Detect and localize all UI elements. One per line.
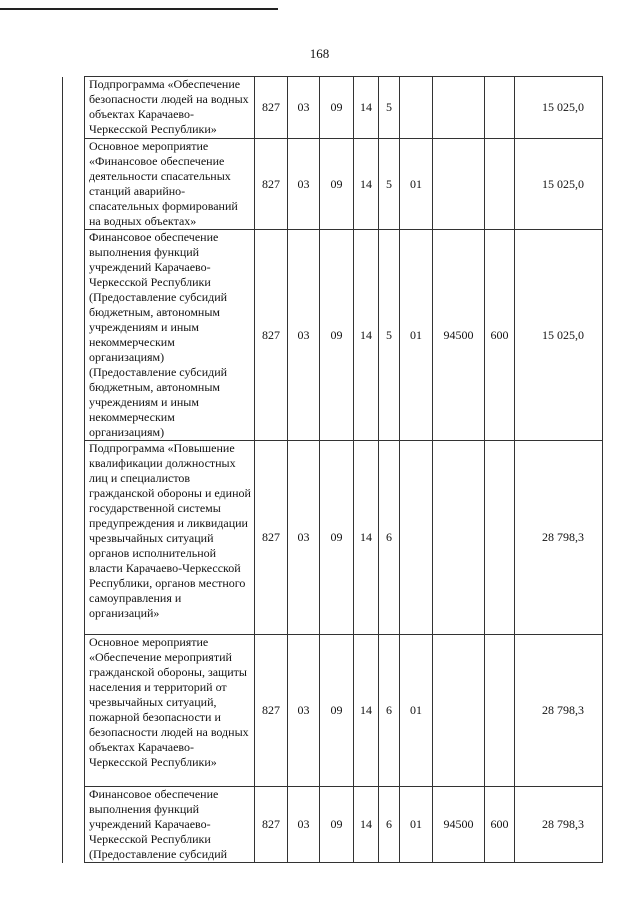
budget-table (62, 76, 603, 863)
item-name-cell: Подпрограмма «Обеспечение безопасности людей на водных объектах Карачаево-Черкесской Республики» (85, 77, 255, 139)
event-code-cell (400, 77, 433, 139)
ministry-code-cell: 827 (255, 139, 288, 230)
ministry-code-cell: 827 (255, 787, 288, 863)
program-code-cell: 14 (354, 787, 379, 863)
program-code-cell: 14 (354, 77, 379, 139)
subprogram-code-cell: 5 (379, 77, 400, 139)
section-code-cell: 03 (288, 787, 320, 863)
program-code-cell: 14 (354, 441, 379, 635)
subprogram-code-cell: 6 (379, 441, 400, 635)
amount-cell: 15 025,0 (515, 77, 603, 139)
section-code-cell: 03 (288, 77, 320, 139)
table-row (63, 441, 603, 635)
table-body (63, 77, 603, 863)
blank-index-cell (63, 230, 85, 441)
event-code-cell: 01 (400, 139, 433, 230)
ministry-code-cell: 827 (255, 441, 288, 635)
section-code-cell: 03 (288, 635, 320, 787)
expense-type-cell: 600 (485, 787, 515, 863)
amount-cell: 28 798,3 (515, 787, 603, 863)
event-code-cell (400, 441, 433, 635)
expense-type-cell (485, 635, 515, 787)
program-code-cell: 14 (354, 139, 379, 230)
item-name-cell: Подпрограмма «Повышение квалификации должностных лиц и специалистов гражданской обороны и единой государственной системы предупреждения и ликвидации чрезвычайных ситуаций органов исполнительной власти Карачаево-Черкесской Республики, органов местного самоуправления и организаций» (85, 441, 255, 635)
table-row (63, 635, 603, 787)
expense-type-cell (485, 139, 515, 230)
blank-index-cell (63, 635, 85, 787)
blank-index-cell (63, 77, 85, 139)
section-code-cell: 03 (288, 139, 320, 230)
table-row (63, 139, 603, 230)
direction-code-cell (433, 635, 485, 787)
blank-index-cell (63, 441, 85, 635)
subsection-code-cell: 09 (320, 635, 354, 787)
table-row (63, 230, 603, 441)
top-rule (0, 8, 278, 10)
blank-index-cell (63, 787, 85, 863)
expense-type-cell (485, 77, 515, 139)
ministry-code-cell: 827 (255, 635, 288, 787)
expense-type-cell (485, 441, 515, 635)
subprogram-code-cell: 6 (379, 635, 400, 787)
ministry-code-cell: 827 (255, 230, 288, 441)
event-code-cell: 01 (400, 787, 433, 863)
subprogram-code-cell: 6 (379, 787, 400, 863)
amount-cell: 15 025,0 (515, 230, 603, 441)
table-row (63, 787, 603, 863)
direction-code-cell: 94500 (433, 787, 485, 863)
subprogram-code-cell: 5 (379, 230, 400, 441)
section-code-cell: 03 (288, 230, 320, 441)
direction-code-cell (433, 441, 485, 635)
amount-cell: 28 798,3 (515, 635, 603, 787)
blank-index-cell (63, 139, 85, 230)
subprogram-code-cell: 5 (379, 139, 400, 230)
direction-code-cell (433, 77, 485, 139)
event-code-cell: 01 (400, 635, 433, 787)
item-name-cell: Основное мероприятие «Финансовое обеспечение деятельности спасательных станций аварийно-спасательных формирований на водных объектах» (85, 139, 255, 230)
direction-code-cell: 94500 (433, 230, 485, 441)
page-number: 168 (309, 46, 330, 61)
amount-cell: 15 025,0 (515, 139, 603, 230)
expense-type-cell: 600 (485, 230, 515, 441)
subsection-code-cell: 09 (320, 441, 354, 635)
subsection-code-cell: 09 (320, 230, 354, 441)
direction-code-cell (433, 139, 485, 230)
ministry-code-cell: 827 (255, 77, 288, 139)
subsection-code-cell: 09 (320, 787, 354, 863)
program-code-cell: 14 (354, 635, 379, 787)
amount-cell: 28 798,3 (515, 441, 603, 635)
item-name-cell: Основное мероприятие «Обеспечение мероприятий гражданской обороны, защиты населения и территорий от чрезвычайных ситуаций, пожарной безопасности и безопасности людей на водных объектах Карачаево-Черкесской Республики» (85, 635, 255, 787)
section-code-cell: 03 (288, 441, 320, 635)
item-name-cell: Финансовое обеспечение выполнения функций учреждений Карачаево-Черкесской Республики (Предоставление субсидий (85, 787, 255, 863)
item-name-cell: Финансовое обеспечение выполнения функций учреждений Карачаево-Черкесской Республики (Предоставление субсидий бюджетным, автономным учреждениям и иным некоммерческим организациям) (Предоставление субсидий бюджетным, автономным учреждениям и иным некоммерческим организациям) (85, 230, 255, 441)
subsection-code-cell: 09 (320, 139, 354, 230)
table-row (63, 77, 603, 139)
event-code-cell: 01 (400, 230, 433, 441)
subsection-code-cell: 09 (320, 77, 354, 139)
program-code-cell: 14 (354, 230, 379, 441)
